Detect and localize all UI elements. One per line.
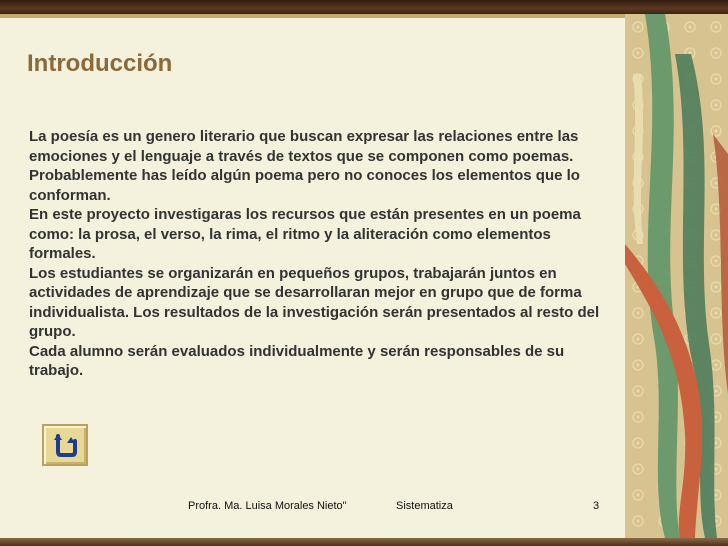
top-frame-bar bbox=[0, 0, 728, 14]
slide-title: Introducción bbox=[27, 50, 173, 77]
decorative-swirl-art bbox=[625, 14, 728, 538]
decorative-side-panel bbox=[625, 14, 728, 538]
paragraph-prior-knowledge: Probablemente has leído algún poema pero no conoces los elementos que lo conforman. bbox=[29, 167, 580, 204]
paragraph-evaluation: Cada alumno serán evaluados individualmente y serán responsables de su trabajo. bbox=[29, 342, 565, 379]
introduction-text bbox=[29, 127, 609, 381]
back-button[interactable] bbox=[42, 424, 88, 466]
bottom-frame-bar bbox=[0, 538, 728, 546]
paragraph-project-scope: En este proyecto investigaras los recursos que están presentes en un poema como: la prosa, el verso, la rima, el ritmo y la aliteración como elementos formales. bbox=[29, 206, 581, 262]
return-arrow-icon bbox=[52, 432, 78, 458]
paragraph-definition: La poesía es un genero literario que buscan expresar las relaciones entre las emociones y el lenguaje a través de textos que se componen como poemas. bbox=[29, 128, 579, 165]
footer-page-number: 3 bbox=[593, 500, 600, 512]
paragraph-group-work: Los estudiantes se organizarán en pequeños grupos, trabajarán juntos en actividades de aprendizaje que se desarrollaran mejor en grupo que de forma individualista. Los resultados de la investigación serán presentados al resto del grupo. bbox=[29, 264, 600, 340]
footer-author: Profra. Ma. Luisa Morales Nieto" bbox=[188, 500, 347, 512]
footer-section: Sistematiza bbox=[396, 500, 453, 512]
